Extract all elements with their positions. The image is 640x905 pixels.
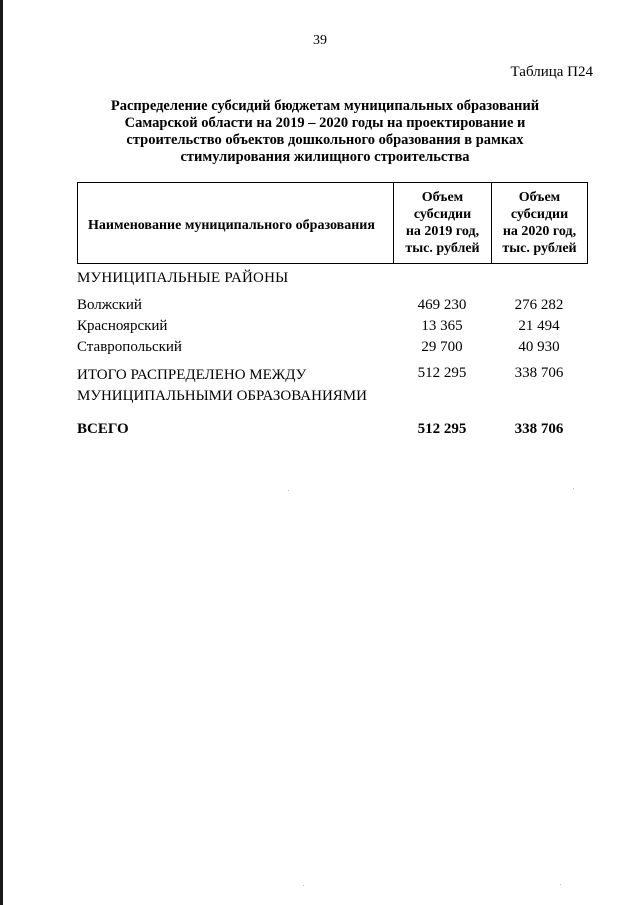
- row-value-2019: 469 230: [417, 297, 467, 313]
- row-name: Ставропольский: [77, 339, 182, 355]
- row-value-2020: 40 930: [518, 339, 560, 355]
- header-2020-line: субсидии: [510, 207, 569, 222]
- subtotal-row: [0, 365, 640, 409]
- table-label: Таблица П24: [510, 64, 593, 80]
- subtotal-name-line: ИТОГО РАСПРЕДЕЛЕНО МЕЖДУ: [77, 367, 307, 383]
- scan-speck: [303, 885, 304, 886]
- row-value-2020: 21 494: [518, 318, 560, 334]
- header-2019-line: субсидии: [413, 207, 472, 222]
- header-2020-line: тыс. рублей: [502, 241, 577, 256]
- header-name-column: [78, 183, 394, 263]
- subtotal-value-2019: 512 295: [417, 365, 467, 381]
- title-line: Самарской области на 2019 – 2020 годы на проектирование и: [124, 115, 526, 131]
- row-value-2019: 13 365: [421, 318, 463, 334]
- header-2020-line: на 2020 год,: [502, 224, 577, 239]
- grand-total-value-2019: 512 295: [417, 421, 467, 437]
- header-2020-line: Объем: [518, 190, 561, 205]
- header-name-label: Наименование муниципального образования: [88, 217, 375, 233]
- grand-total-value-2020: 338 706: [514, 421, 564, 437]
- header-2020-column: [492, 183, 587, 263]
- header-2019-line: Объем: [421, 190, 464, 205]
- header-2019-line: тыс. рублей: [405, 241, 480, 256]
- subtotal-value-2020: 338 706: [514, 365, 564, 381]
- grand-total-row: [0, 421, 640, 441]
- document-title: [90, 98, 560, 166]
- row-name: Волжский: [77, 297, 142, 313]
- section-heading: МУНИЦИПАЛЬНЫЕ РАЙОНЫ: [77, 270, 289, 286]
- header-2019-column: [394, 183, 492, 263]
- grand-total-name: ВСЕГО: [77, 421, 129, 437]
- scan-speck: [573, 488, 574, 489]
- title-line: стимулирования жилищного строительства: [180, 149, 470, 165]
- scan-page-edge: [0, 0, 3, 905]
- scan-speck: [560, 884, 561, 885]
- row-name: Красноярский: [77, 318, 168, 334]
- title-line: Распределение субсидий бюджетам муниципальных образований: [110, 98, 540, 114]
- subtotal-name: [77, 365, 367, 407]
- scan-speck: [288, 490, 289, 491]
- table-row: [0, 318, 640, 338]
- table-header: [77, 182, 588, 264]
- row-value-2020: 276 282: [514, 297, 564, 313]
- subtotal-name-line: МУНИЦИПАЛЬНЫМИ ОБРАЗОВАНИЯМИ: [77, 388, 367, 404]
- header-2019-line: на 2019 год,: [405, 224, 480, 239]
- row-value-2019: 29 700: [421, 339, 463, 355]
- page-number: 39: [313, 33, 327, 48]
- table-row: [0, 339, 640, 359]
- title-line: строительство объектов дошкольного образования в рамках: [126, 132, 524, 148]
- table-row: [0, 297, 640, 317]
